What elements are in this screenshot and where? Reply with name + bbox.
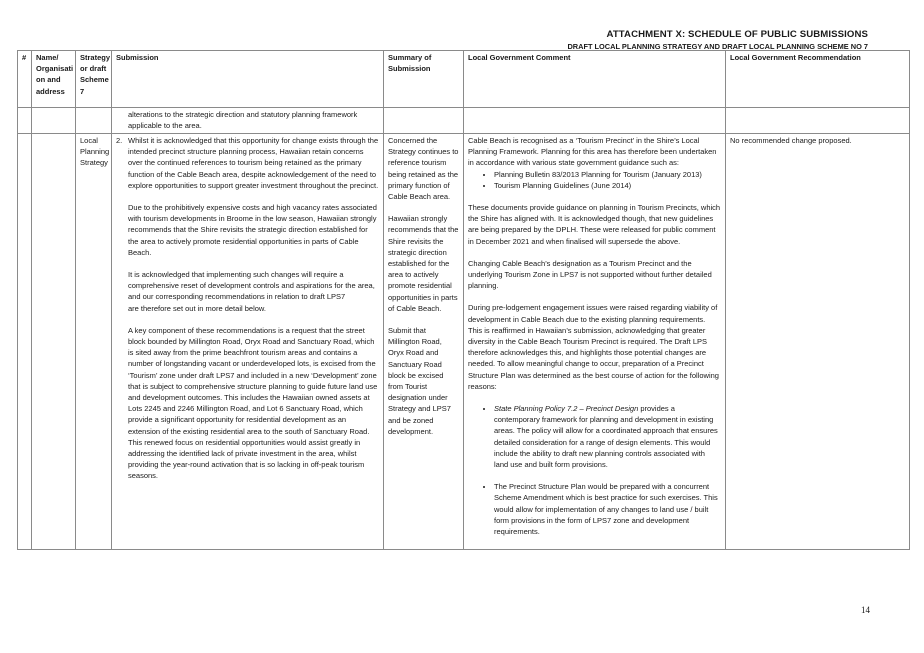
submission-paragraph: are therefore set out in more detail below.: [128, 303, 266, 313]
cell-empty: [18, 108, 32, 134]
col-header-lgc: Local Government Comment: [464, 51, 726, 108]
cell-empty: [76, 108, 112, 134]
col-header-name: Name/ Organisati on and address: [32, 51, 76, 108]
table-row: [18, 134, 910, 550]
submission-paragraph: Due to the prohibitively expensive costs and high vacancy rates associated with tourism developments in Broome in the low season, Hawaiian strongly recommends that the Shire revisits the strategic direction established for the area to actively promote residential opportunities in parts of Cable Beach.: [128, 203, 377, 257]
col-header-recommendation: Local Government Recommendation: [726, 51, 910, 108]
table-header-row: [18, 51, 910, 108]
submission-paragraph: It is acknowledged that implementing such changes will require a comprehensive reset of development controls and aspirations for the area, and our corresponding recommendations in relation to draft LPS7: [128, 270, 375, 302]
cell-lgc: [464, 134, 726, 550]
submission-number: 2.: [116, 136, 123, 145]
cell-number: [18, 134, 32, 550]
page-number: 14: [861, 605, 870, 615]
col-header-submission: Submission: [112, 51, 384, 108]
cell-empty: [384, 108, 464, 134]
document-title: ATTACHMENT X: SCHEDULE OF PUBLIC SUBMISSIONS: [606, 29, 868, 40]
lgc-paragraph: These documents provide guidance on planning in Tourism Precincts, which the Shire has aligned with. It is acknowledged though, that new guidelines are being prepared by the DPLH. These were released for public comment in December 2021 and when finalised will supersede the above.: [468, 203, 721, 246]
lgc-paragraph: Cable Beach is recognised as a ‘Tourism Precinct’ in the Shire’s Local Planning Framework. Planning for this area has therefore been undertaken in accordance with various state government guidance such as:: [468, 136, 717, 168]
summary-paragraph: Concerned the Strategy continues to reference tourism being retained as the primary function of Cable Beach area.: [388, 136, 459, 202]
cell-empty: [32, 108, 76, 134]
col-header-number: #: [18, 51, 32, 108]
cell-empty: [726, 108, 910, 134]
list-item: • The Precinct Structure Plan would be prepared with a concurrent Scheme Amendment which is best practice for such exercises. This would allow for implementation of any changes to land use / built form provisions in the form of LPS7 zone and development requirements.: [494, 481, 721, 537]
document-subtitle: DRAFT LOCAL PLANNING STRATEGY AND DRAFT LOCAL PLANNING SCHEME NO 7: [567, 42, 868, 51]
submission-paragraph: Whilst it is acknowledged that this opportunity for change exists through the intended precinct structure planning process, Hawaiian retain concerns over the continued references to tourism being retained as the primary function of the Cable Beach area, despite acknowledgement of the need to explore opportunities to support greater investment throughout the precinct.: [128, 136, 379, 190]
cell-submission: [112, 134, 384, 550]
policy-reference: State Planning Policy 7.2 – Precinct Design: [494, 404, 639, 414]
cell-submission-continued: [112, 108, 384, 134]
list-item-text: provides a contemporary framework for planning and development in existing areas. The policy will allow for a coordinated approach that ensures detailed consideration for a range of design elements. This would include the ability to draft new planning controls associated with land use and built form provisions.: [494, 404, 718, 470]
lgc-reasons-list: [468, 403, 721, 537]
list-item: • Planning Bulletin 83/2013 Planning for Tourism (January 2013): [494, 169, 721, 180]
submission-paragraph: A key component of these recommendations is a request that the street block bounded by Millington Road, Oryx Road and Sanctuary Road, which is sited away from the prime beachfront tourism areas and contains a number of longstanding vacant or underdeveloped lots, is excised from the ‘Tourism’ zone under draft LPS7 and included in a new ‘Development’ zone that is subject to comprehensive structure planning to guide future land use and development outcomes. This includes the Hawaiian owned assets at Lots 2245 and 2246 Millington Road, and Lot 6 Sanctuary Road, which provide a significant opportunity for residential development as an extension of the existing residential area to the south of Sanctuary Road. This renewed focus on residential opportunities would assist greatly in addressing the identified lack of private investment in the area, whilst providing the year-round activation that is so lacking in off-peak tourism seasons.: [128, 325, 378, 481]
lgc-guidance-list: [468, 169, 721, 191]
list-item: [494, 403, 721, 470]
lgc-paragraph: Changing Cable Beach’s designation as a Tourism Precinct and the underlying Tourism Zone in LPS7 is not supported without further detailed planning.: [468, 258, 712, 291]
cell-summary: [384, 134, 464, 550]
table-row-continued: [18, 108, 910, 134]
submissions-table: [17, 50, 910, 550]
cell-recommendation: No recommended change proposed.: [726, 134, 910, 550]
lgc-paragraph: During pre-lodgement engagement issues were raised regarding viability of development in Cable Beach due to the existing planning requirements. This is reaffirmed in Hawaiian’s submission, acknowledging that greater diversity in the Cable Beach Tourism Precinct is required. The Draft LPS therefore acknowledges this, and highlights those potential changes are needed. To allow meaningful change to occur, preparation of a Precinct Structure Plan was determined as the best course of action for the following reasons:: [468, 303, 719, 391]
summary-paragraph: Submit that Millington Road, Oryx Road and Sanctuary Road block be excised from Tourist designation under Strategy and LPS7 and be zoned development.: [388, 326, 451, 436]
summary-paragraph: Hawaiian strongly recommends that the Shire revisits the strategic direction established for the area to actively promote residential opportunities in parts of Cable Beach.: [388, 214, 459, 313]
continued-text: alterations to the strategic direction and statutory planning framework applicable to the area.: [128, 110, 358, 131]
col-header-strategy: Strategy or draft Scheme 7: [76, 51, 112, 108]
list-item: • Tourism Planning Guidelines (June 2014): [494, 180, 721, 191]
cell-name: [32, 134, 76, 550]
cell-strategy: Local Planning Strategy: [76, 134, 112, 550]
col-header-summary: Summary of Submission: [384, 51, 464, 108]
cell-empty: [464, 108, 726, 134]
